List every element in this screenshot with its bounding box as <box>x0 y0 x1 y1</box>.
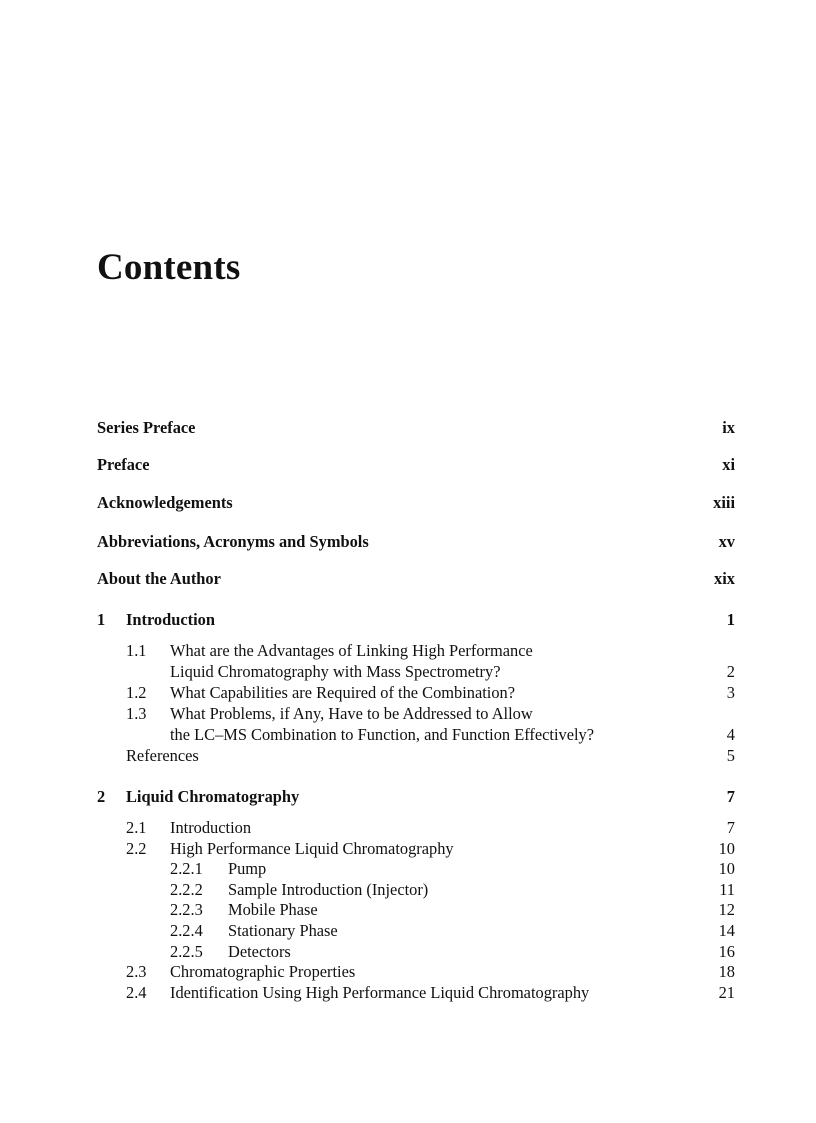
toc-section-2-4[interactable] <box>97 982 735 1004</box>
chapter-title: Liquid Chromatography <box>126 787 300 806</box>
section-number: 2.4 <box>126 983 147 1002</box>
chapter-page: 1 <box>726 610 735 629</box>
subsection-number: 2.2.5 <box>170 942 203 961</box>
subsection-number: 2.2.1 <box>170 859 203 878</box>
toc-section-1-1[interactable] <box>97 640 735 662</box>
toc-section-2-2[interactable] <box>97 838 735 860</box>
toc-subsection-2-2-1[interactable] <box>97 858 735 880</box>
section-page: 7 <box>726 818 735 837</box>
toc-chapter-2[interactable] <box>97 786 735 808</box>
toc-entry-page: xi <box>722 455 735 474</box>
subsection-number: 2.2.2 <box>170 880 203 899</box>
section-title: What Capabilities are Required of the Combination? <box>170 683 516 702</box>
chapter-title: Introduction <box>126 610 215 629</box>
toc-entry-page: ix <box>722 418 735 437</box>
section-number: 2.3 <box>126 962 147 981</box>
toc-entry-title: Series Preface <box>97 418 196 437</box>
section-number: 2.1 <box>126 818 147 837</box>
toc-entry-abbreviations[interactable] <box>97 531 735 553</box>
section-title: What Problems, if Any, Have to be Addressed to Allow <box>170 704 533 723</box>
toc-entry-title: Preface <box>97 455 150 474</box>
subsection-page: 14 <box>718 921 735 940</box>
toc-chapter-1[interactable] <box>97 609 735 631</box>
section-title: What are the Advantages of Linking High Performance <box>170 641 533 660</box>
toc-subsection-2-2-5[interactable] <box>97 941 735 963</box>
subsection-page: 10 <box>718 859 735 878</box>
toc-entry-acknowledgements[interactable] <box>97 492 735 514</box>
subsection-title: Stationary Phase <box>228 921 338 940</box>
toc-entry-title: Abbreviations, Acronyms and Symbols <box>97 532 369 551</box>
subsection-number: 2.2.4 <box>170 921 203 940</box>
section-page: 3 <box>726 683 735 702</box>
toc-section-1-3[interactable] <box>97 703 735 725</box>
toc-subsection-2-2-3[interactable] <box>97 899 735 921</box>
section-title-continued: the LC–MS Combination to Function, and Function Effectively? <box>170 725 594 744</box>
subsection-title: Mobile Phase <box>228 900 318 919</box>
toc-entry-preface[interactable] <box>97 454 735 476</box>
section-title: Chromatographic Properties <box>170 962 356 981</box>
chapter-page: 7 <box>726 787 735 806</box>
subsection-title: Sample Introduction (Injector) <box>228 880 429 899</box>
toc-section-2-1[interactable] <box>97 817 735 839</box>
toc-section-1-2[interactable] <box>97 682 735 704</box>
chapter-number: 2 <box>97 787 106 806</box>
references-page: 5 <box>726 746 735 765</box>
section-title: Identification Using High Performance Liquid Chromatography <box>170 983 590 1002</box>
references-title: References <box>126 746 199 765</box>
toc-subsection-2-2-2[interactable] <box>97 879 735 901</box>
section-title: Introduction <box>170 818 252 837</box>
toc-section-2-3[interactable] <box>97 961 735 983</box>
subsection-title: Pump <box>228 859 267 878</box>
subsection-title: Detectors <box>228 942 291 961</box>
subsection-page: 12 <box>718 900 735 919</box>
section-page: 4 <box>726 725 735 744</box>
toc-entry-page: xix <box>714 569 735 588</box>
toc-section-1-3-cont[interactable] <box>97 724 735 746</box>
section-title: High Performance Liquid Chromatography <box>170 839 454 858</box>
toc-entry-page: xv <box>718 532 735 551</box>
section-number: 1.1 <box>126 641 147 660</box>
toc-entry-page: xiii <box>713 493 735 512</box>
subsection-page: 11 <box>719 880 735 899</box>
section-page: 2 <box>726 662 735 681</box>
section-number: 1.3 <box>126 704 147 723</box>
section-page: 18 <box>718 962 735 981</box>
section-title-continued: Liquid Chromatography with Mass Spectrometry? <box>170 662 501 681</box>
section-page: 10 <box>718 839 735 858</box>
page-title: Contents <box>97 247 241 288</box>
toc-section-1-1-cont[interactable] <box>97 661 735 683</box>
section-number: 2.2 <box>126 839 147 858</box>
toc-entry-about-the-author[interactable] <box>97 568 735 590</box>
subsection-number: 2.2.3 <box>170 900 203 919</box>
toc-entry-title: Acknowledgements <box>97 493 233 512</box>
chapter-number: 1 <box>97 610 106 629</box>
toc-references-1[interactable] <box>97 745 735 767</box>
section-page: 21 <box>718 983 735 1002</box>
table-of-contents <box>97 0 735 1123</box>
toc-subsection-2-2-4[interactable] <box>97 920 735 942</box>
section-number: 1.2 <box>126 683 147 702</box>
toc-entry-series-preface[interactable] <box>97 417 735 439</box>
toc-entry-title: About the Author <box>97 569 221 588</box>
subsection-page: 16 <box>718 942 735 961</box>
